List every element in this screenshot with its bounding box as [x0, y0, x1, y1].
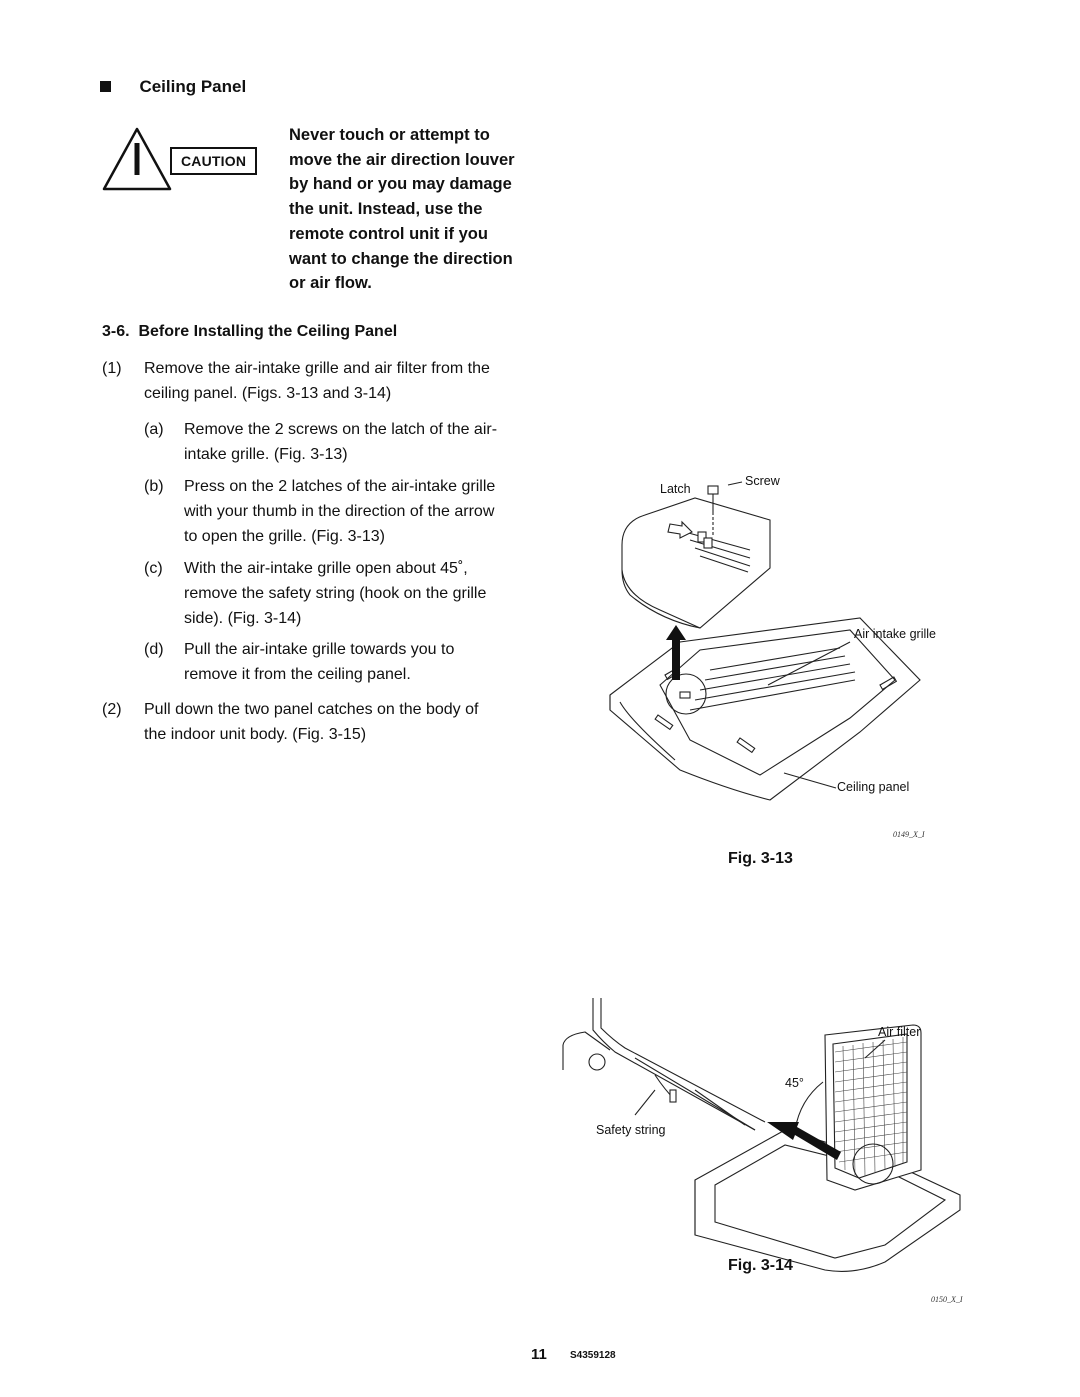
substep-number: (c) — [144, 560, 163, 577]
fig-3-14-caption: Fig. 3-14 — [728, 1257, 793, 1274]
substep-text — [184, 637, 544, 687]
substep-number: (a) — [144, 421, 164, 438]
subsection-title: 3-6. Before Installing the Ceiling Panel — [102, 323, 398, 340]
step-number: (2) — [102, 701, 122, 718]
safety-string-label: Safety string — [596, 1123, 666, 1137]
fig-3-14-code: 0150_X_I — [931, 1295, 963, 1304]
step-text — [144, 356, 534, 406]
substep-number: (d) — [144, 641, 164, 658]
air-intake-grille-label: Air intake grille — [854, 627, 936, 641]
caution-line: move the air direction louver — [289, 150, 515, 169]
substep-line: Pull the air-intake grille towards you to — [184, 641, 455, 658]
caution-badge: CAUTION — [170, 147, 257, 175]
step-number: (1) — [102, 360, 122, 377]
square-bullet-icon — [100, 81, 111, 92]
substep-line: Remove the 2 screws on the latch of the air- — [184, 421, 498, 438]
instruction-list — [102, 356, 542, 756]
substep-text — [184, 417, 544, 467]
caution-line: by hand or you may damage — [289, 175, 512, 194]
fig-3-13-code: 0149_X_I — [893, 830, 925, 839]
caution-line: remote control unit if you — [289, 224, 488, 243]
section-title: Ceiling Panel — [139, 77, 247, 96]
substep-line: intake grille. (Fig. 3-13) — [184, 446, 348, 463]
step-text — [144, 697, 534, 747]
substep-line: with your thumb in the direction of the arrow — [184, 503, 495, 520]
step-line: the indoor unit body. (Fig. 3-15) — [144, 726, 367, 743]
substep-line: Press on the 2 latches of the air-intake grille — [184, 478, 496, 495]
angle-label: 45° — [785, 1076, 804, 1090]
fig-3-13-caption: Fig. 3-13 — [728, 850, 793, 867]
document-code: S4359128 — [570, 1350, 616, 1361]
latch-label: Latch — [660, 482, 691, 496]
air-filter-label: Air filter — [878, 1025, 921, 1039]
substep-text — [184, 474, 544, 549]
substep-line: remove the safety string (hook on the grille — [184, 585, 487, 602]
caution-message — [289, 123, 539, 296]
substep-line: side). (Fig. 3-14) — [184, 610, 302, 627]
step-line: ceiling panel. (Figs. 3-13 and 3-14) — [144, 385, 392, 402]
step-line: Pull down the two panel catches on the body of — [144, 701, 479, 718]
substep-text — [184, 556, 544, 631]
substep-line: remove it from the ceiling panel. — [184, 666, 411, 683]
substep-number: (b) — [144, 478, 164, 495]
screw-label: Screw — [745, 474, 780, 488]
ceiling-panel-label: Ceiling panel — [837, 780, 910, 794]
caution-line: Never touch or attempt to — [289, 126, 490, 144]
substep-line: to open the grille. (Fig. 3-13) — [184, 528, 385, 545]
caution-line: want to change the direction — [289, 249, 513, 268]
substep-line: With the air-intake grille open about 45˚, — [184, 560, 468, 577]
fig-3-13-illustration — [600, 470, 960, 815]
caution-line: or air flow. — [289, 274, 372, 293]
page-number: 11 — [531, 1346, 547, 1363]
caution-line: the unit. Instead, use the — [289, 200, 483, 219]
warning-triangle-icon — [101, 126, 173, 192]
section-heading — [100, 77, 246, 97]
step-line: Remove the air-intake grille and air filter from the — [144, 360, 490, 377]
